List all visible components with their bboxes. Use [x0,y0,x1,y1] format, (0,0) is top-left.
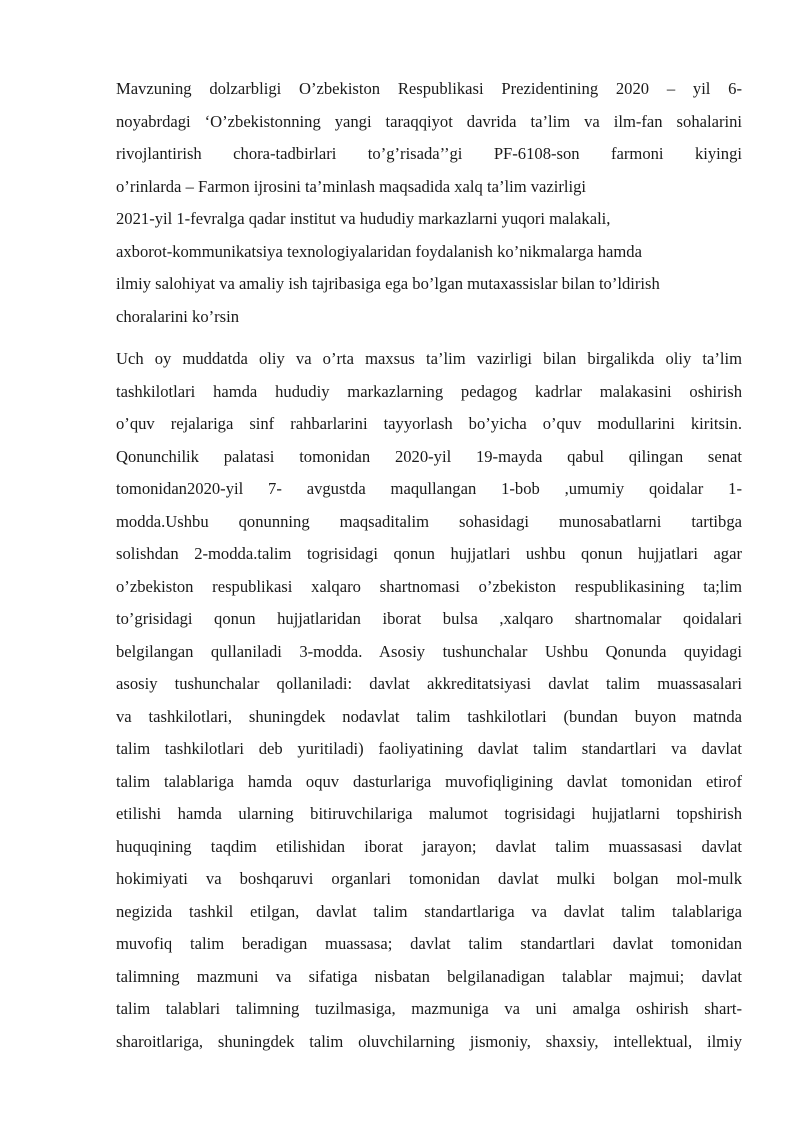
text-line: noyabrdagi ‘O’zbekistonning yangi taraqqiyot davrida ta’lim va ilm-fan sohalarini [116,111,742,131]
text-line: modda.Ushbu qonunning maqsaditalim sohasidagi munosabatlarni tartibga [116,511,742,531]
text-line: va tashkilotlari, shuningdek nodavlat talim tashkilotlari (bundan buyon matnda [116,706,742,726]
text-line: rivojlantirish chora-tadbirlari to’g’risada’’gi PF-6108-son farmoni kiyingi [116,144,742,163]
text-line: sharoitlariga, shuningdek talim oluvchilarning jismoniy, shaxsiy, intellektual, ilmiy [116,1031,742,1051]
text-line: talimning mazmuni va sifatiga nisbatan belgilanadigan talablar majmui; davlat [116,966,742,986]
text-line: Mavzuning dolzarbligi O’zbekiston Respublikasi Prezidentining 2020 – yil 6- [116,79,742,98]
text-line: o’quv rejalariga sinf rahbarlarini tayyorlash bo’yicha o’quv modullarini kiritsin. [116,414,742,433]
text-line: huquqining taqdim etilishidan iborat jarayon; davlat talim muassasasi davlat [116,836,742,856]
text-line: o’rinlarda – Farmon ijrosini ta’minlash maqsadida xalq ta’lim vazirligi [116,176,587,196]
text-line: negizida tashkil etilgan, davlat talim standartlariga va davlat talim talablariga [116,901,742,921]
text-line: talim talablariga hamda oquv dasturlariga muvofiqligining davlat tomonidan etirof [116,771,742,791]
text-line: talim talablari talimning tuzilmasiga, mazmuniga va uni amalga oshirish shart- [116,999,742,1018]
text-line: hokimiyati va boshqaruvi organlari tomonidan davlat mulki bolgan mol-mulk [116,869,742,888]
text-line: axborot-kommunikatsiya texnologiyalaridan foydalanish ko’nikmalarga hamda [116,241,642,261]
text-line: Qonunchilik palatasi tomonidan 2020-yil 19-mayda qabul qilingan senat [116,446,742,466]
text-line: 2021-yil 1-fevralga qadar institut va hududiy markazlarni yuqori malakali, [116,209,611,228]
text-line: belgilangan qullaniladi 3-modda. Asosiy tushunchalar Ushbu Qonunda quyidagi [116,641,742,661]
text-line: asosiy tushunchalar qollaniladi: davlat akkreditatsiyasi davlat talim muassasalari [116,674,742,693]
text-line: o’zbekiston respublikasi xalqaro shartnomasi o’zbekiston respublikasining ta;lim [116,576,742,596]
text-line: ilmiy salohiyat va amaliy ish tajribasiga ega bo’lgan mutaxassislar bilan to’ldirish [116,274,660,293]
text-line: tashkilotlari hamda hududiy markazlarning pedagog kadrlar malakasini oshirish [116,381,742,401]
paragraph-2 [116,343,742,1058]
text-line: to’grisidagi qonun hujjatlaridan iborat bulsa ,xalqaro shartnomalar qoidalari [116,609,742,628]
text-line: Uch oy muddatda oliy va o’rta maxsus ta’lim vazirligi bilan birgalikda oliy ta’lim [116,349,742,368]
paragraph-1 [116,73,742,333]
text-line: tomonidan2020-yil 7- avgustda maqullangan 1-bob ,umumiy qoidalar 1- [116,479,742,498]
text-line: choralarini ko’rsin [116,306,240,326]
text-line: etilishi hamda ularning bitiruvchilariga malumot togrisidagi hujjatlarni topshirish [116,804,742,823]
text-line: solishdan 2-modda.talim togrisidagi qonun hujjatlari ushbu qonun hujjatlari agar [116,544,742,563]
text-line: muvofiq talim beradigan muassasa; davlat talim standartlari davlat tomonidan [116,934,742,953]
text-line: talim tashkilotlari deb yuritiladi) faoliyatining davlat talim standartlari va davlat [116,739,742,758]
